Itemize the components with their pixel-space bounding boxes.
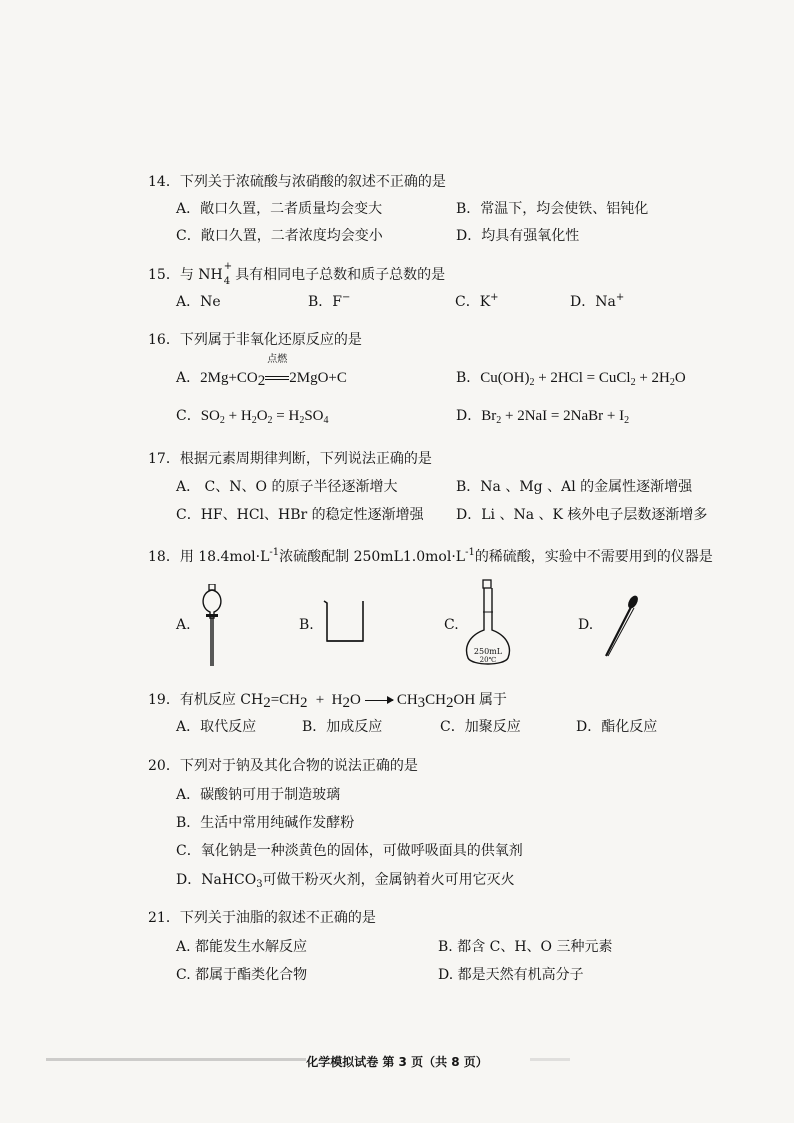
question-16-option-b-label: B． bbox=[456, 370, 481, 386]
question-17-option-b: B．Na 、Mg 、Al 的金属性逐渐增强 bbox=[456, 479, 693, 495]
question-15-option-a: A．Ne bbox=[176, 294, 221, 310]
question-15-stem-suffix: 具有相同电子总数和质子总数的是 bbox=[235, 267, 446, 283]
question-18-option-d: D. bbox=[578, 617, 594, 633]
question-20-stem: 20．下列对于钠及其化合物的说法正确的是 bbox=[148, 758, 418, 774]
question-15-option-c-charge: + bbox=[490, 292, 499, 303]
question-14-option-b: B．常温下，均会使铁、铝钝化 bbox=[456, 201, 649, 217]
beaker-icon bbox=[322, 598, 368, 644]
question-14-option-c: C．敞口久置，二者浓度均会变小 bbox=[176, 228, 383, 244]
question-21-option-b: B. 都含 C、H、O 三种元素 bbox=[438, 939, 613, 955]
question-15-stem: 15．与 NH + 4 具有相同电子总数和质子总数的是 bbox=[148, 261, 446, 287]
question-16-option-a-reactants: 2Mg+CO bbox=[200, 370, 258, 386]
question-18-option-b: B. bbox=[299, 617, 314, 633]
question-16-option-c: C．$SO_2 + H_2O_2 = H_2SO_4$ bbox=[176, 408, 329, 426]
question-15-option-b bbox=[308, 292, 350, 312]
question-16-option-b: B．$Cu(OH)_2 + 2HCl$ = CuCl$_2$ + $2H_2O$ bbox=[456, 370, 686, 388]
question-19-option-d: D．酯化反应 bbox=[576, 719, 658, 735]
question-19-stem-prefix: 19．有机反应 CH bbox=[148, 692, 264, 708]
separatory-funnel-icon bbox=[196, 584, 228, 668]
question-16-option-a-products: 2MgO+C bbox=[289, 370, 347, 386]
question-16-stem: 16．下列属于非氧化还原反应的是 bbox=[148, 332, 362, 348]
question-20-option-d-subscript: 3 bbox=[256, 879, 263, 890]
question-21-option-d: D. 都是天然有机高分子 bbox=[438, 967, 584, 983]
question-17-stem: 17．根据元素周期律判断，下列说法正确的是 bbox=[148, 451, 432, 467]
flask-volume-label: 250mL bbox=[473, 647, 503, 656]
question-17-option-a: A． C、N、O 的原子半径逐渐增大 bbox=[176, 479, 398, 495]
volumetric-flask-icon bbox=[462, 578, 514, 672]
question-20-option-d bbox=[176, 870, 515, 890]
question-15-option-b-charge: − bbox=[342, 292, 351, 303]
question-19-option-b: B．加成反应 bbox=[302, 719, 383, 735]
question-16-option-a-label: A． bbox=[176, 370, 201, 386]
question-15-option-b-text: B．F bbox=[308, 294, 343, 310]
question-20-option-d-prefix: D．NaHCO bbox=[176, 872, 257, 888]
equals-sign-icon bbox=[265, 376, 289, 380]
question-15-stem-prefix: 15．与 NH bbox=[148, 267, 223, 283]
question-14-stem: 14．下列关于浓硫酸与浓硝酸的叙述不正确的是 bbox=[148, 174, 446, 190]
question-18-option-c: C. bbox=[444, 617, 459, 633]
reaction-condition bbox=[265, 354, 289, 388]
question-18-stem bbox=[148, 547, 713, 567]
reaction-condition-text: 点燃 bbox=[267, 354, 288, 365]
question-18-stem-prefix: 18．用 18.4mol·L bbox=[148, 549, 270, 565]
question-21-stem: 21．下列关于油脂的叙述不正确的是 bbox=[148, 910, 376, 926]
question-15-option-c-text: C．K bbox=[455, 294, 491, 310]
question-15-option-d-text: D．Na bbox=[570, 294, 616, 310]
dropper-pipette-icon bbox=[600, 594, 644, 658]
question-15-option-d-charge: + bbox=[615, 292, 625, 303]
question-14-option-a: A．敞口久置，二者质量均会变大 bbox=[176, 201, 383, 217]
flask-temperature-label: 20℃ bbox=[479, 656, 497, 664]
question-17-option-d: D．Li 、Na 、K 核外电子层数逐渐增多 bbox=[456, 507, 708, 523]
question-15-option-c bbox=[455, 292, 499, 312]
question-18-stem-suffix: 的稀硫酸，实验中不需要用到的仪器是 bbox=[474, 549, 713, 565]
question-18-option-a: A. bbox=[176, 617, 191, 633]
question-19-option-a: A．取代反应 bbox=[176, 719, 257, 735]
question-21-option-a: A. 都能发生水解反应 bbox=[176, 939, 308, 955]
question-19-stem: 19．有机反应 $CH_2=CH_2 + H_2O$ $CH_3CH_2OH$ 属于 bbox=[148, 692, 507, 711]
question-16-option-d-label: D． bbox=[456, 408, 482, 424]
question-17-option-c: C．HF、HCl、HBr 的稳定性逐渐增强 bbox=[176, 507, 424, 523]
question-14-option-d: D．均具有强氧化性 bbox=[456, 228, 580, 244]
question-18-stem-unit-exp-2: -1 bbox=[465, 547, 475, 558]
question-18-stem-unit-exp-1: -1 bbox=[269, 547, 280, 558]
question-20-option-d-suffix: 可做干粉灭火剂，金属钠着火可用它灭火 bbox=[262, 872, 515, 888]
question-21-option-c: C. 都属于酯类化合物 bbox=[176, 967, 308, 983]
question-16-option-a-reactants-sub: 2 bbox=[257, 373, 266, 389]
question-20-option-c: C．氧化钠是一种淡黄色的固体，可做呼吸面具的供氧剂 bbox=[176, 843, 523, 859]
question-15-option-d bbox=[570, 292, 624, 312]
question-20-option-b: B．生活中常用纯碱作发酵粉 bbox=[176, 815, 355, 831]
question-19-stem-suffix: 属于 bbox=[478, 692, 507, 708]
question-20-option-a: A．碳酸钠可用于制造玻璃 bbox=[176, 787, 341, 803]
question-16-option-d: D．$Br_2 + 2NaI$ = 2NaBr + $I_2$ bbox=[456, 408, 630, 426]
reaction-arrow-icon bbox=[365, 700, 393, 701]
question-18-stem-middle: 浓硫酸配制 250mL1.0mol·L bbox=[279, 549, 466, 565]
page-footer: 化学模拟试卷 第 3 页（共 8 页） bbox=[306, 1055, 488, 1069]
question-16-option-c-label: C． bbox=[176, 408, 201, 424]
question-19-option-c: C．加聚反应 bbox=[440, 719, 521, 735]
question-16-option-a bbox=[176, 354, 347, 389]
